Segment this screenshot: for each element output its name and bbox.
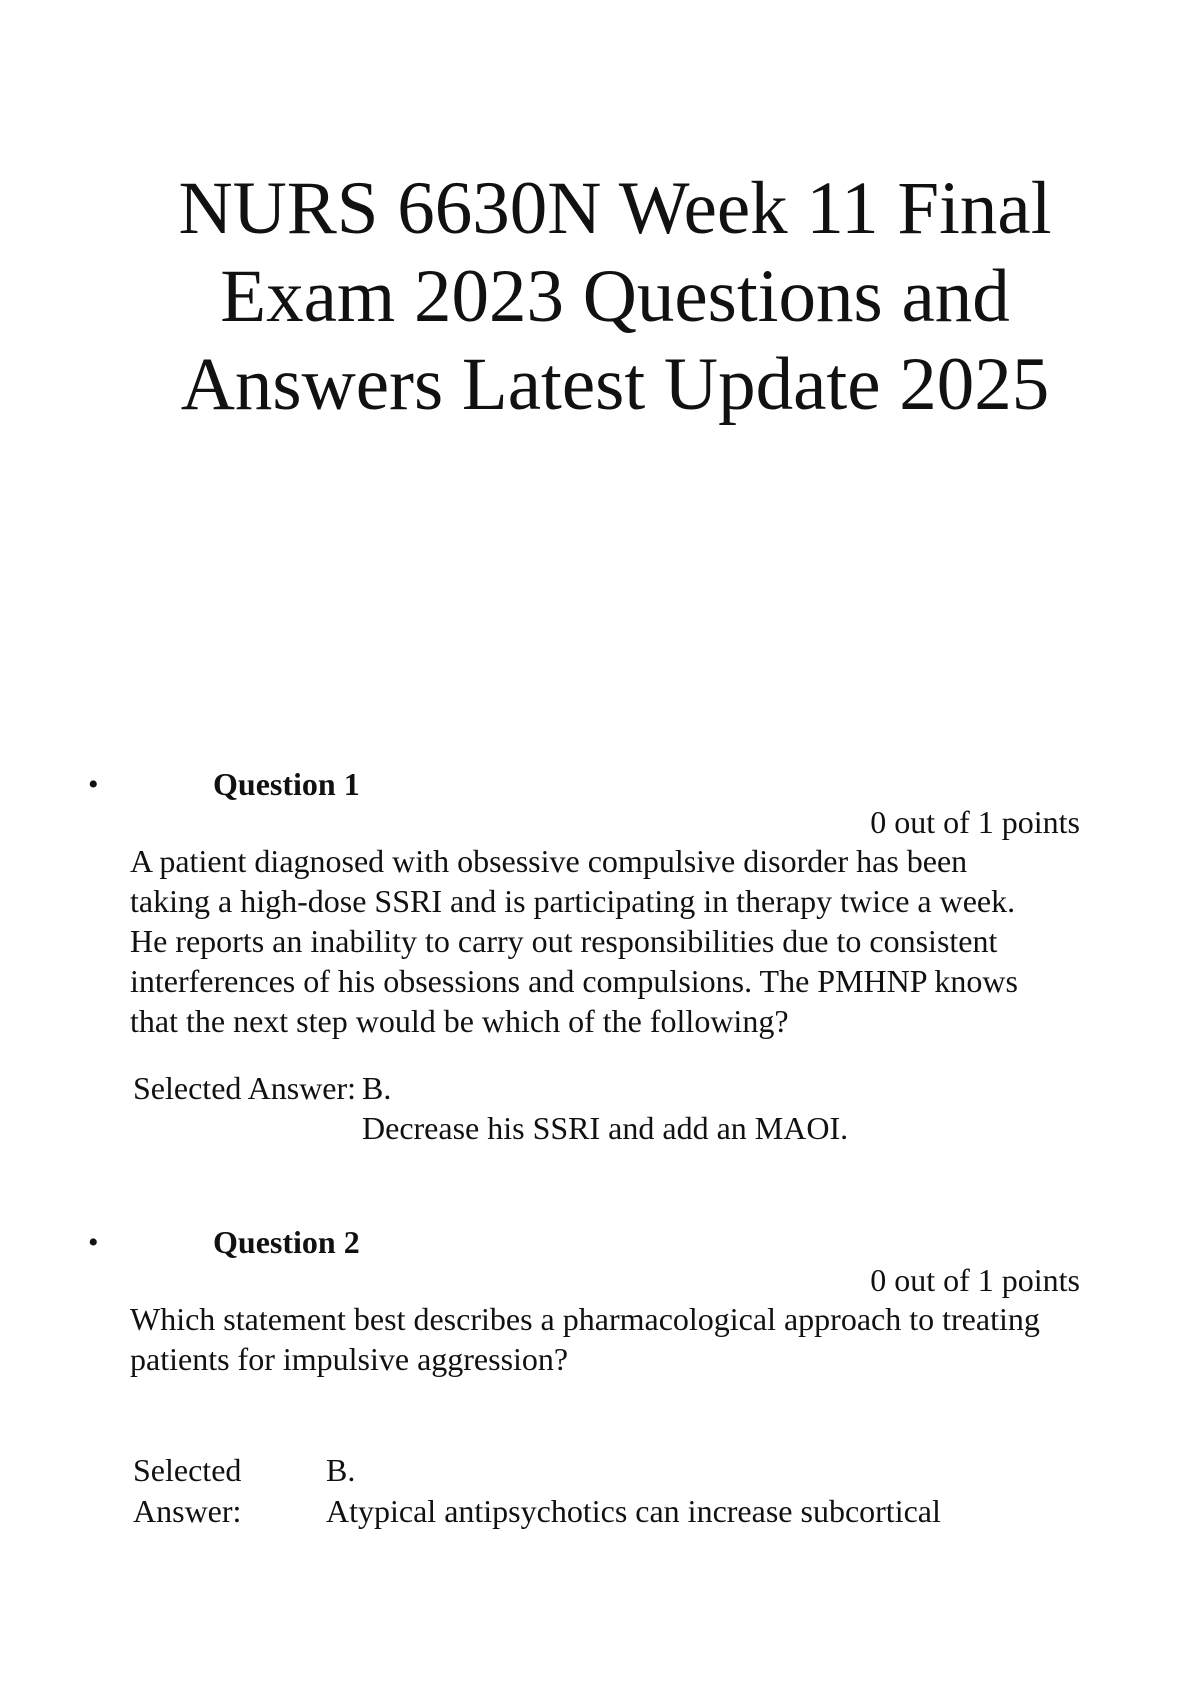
question-1-text-line: that the next step would be which of the following? [130, 1003, 789, 1039]
title-line-2: Exam 2023 Questions and [220, 255, 1010, 338]
question-1-answer-text: Decrease his SSRI and add an MAOI. [362, 1110, 849, 1146]
title-line-1: NURS 6630N Week 11 Final [178, 167, 1052, 250]
question-1-text [130, 841, 1080, 1041]
question-1-text-line: He reports an inability to carry out responsibilities due to consistent [130, 923, 998, 959]
question-2-text-line: patients for impulsive aggression? [130, 1341, 569, 1377]
question-1-heading: Question 1 [213, 766, 360, 802]
question-2-heading: Question 2 [213, 1224, 360, 1260]
question-2-selected-label: Answer: [133, 1493, 242, 1529]
question-2-answer-text: Atypical antipsychotics can increase subcortical [326, 1493, 941, 1529]
bullet-icon: • [88, 768, 99, 801]
question-2-selected-label: Selected [133, 1452, 242, 1488]
question-1-text-line: interferences of his obsessions and compulsions. The PMHNP knows [130, 963, 1018, 999]
question-2-text-line: Which statement best describes a pharmacological approach to treating [130, 1301, 1040, 1337]
question-1-selected-label: Selected Answer: [133, 1070, 357, 1106]
document-title [120, 165, 1110, 429]
question-2-answer-letter: B. [326, 1452, 356, 1488]
question-1-answer-letter: B. [362, 1070, 392, 1106]
question-2-text [130, 1299, 1080, 1379]
title-line-3: Answers Latest Update 2025 [180, 343, 1050, 426]
bullet-icon: • [88, 1226, 99, 1259]
question-1-points: 0 out of 1 points [870, 804, 1080, 840]
question-1-text-line: A patient diagnosed with obsessive compulsive disorder has been [130, 843, 968, 879]
question-1-text-line: taking a high-dose SSRI and is participating in therapy twice a week. [130, 883, 1016, 919]
question-2-points: 0 out of 1 points [870, 1262, 1080, 1298]
